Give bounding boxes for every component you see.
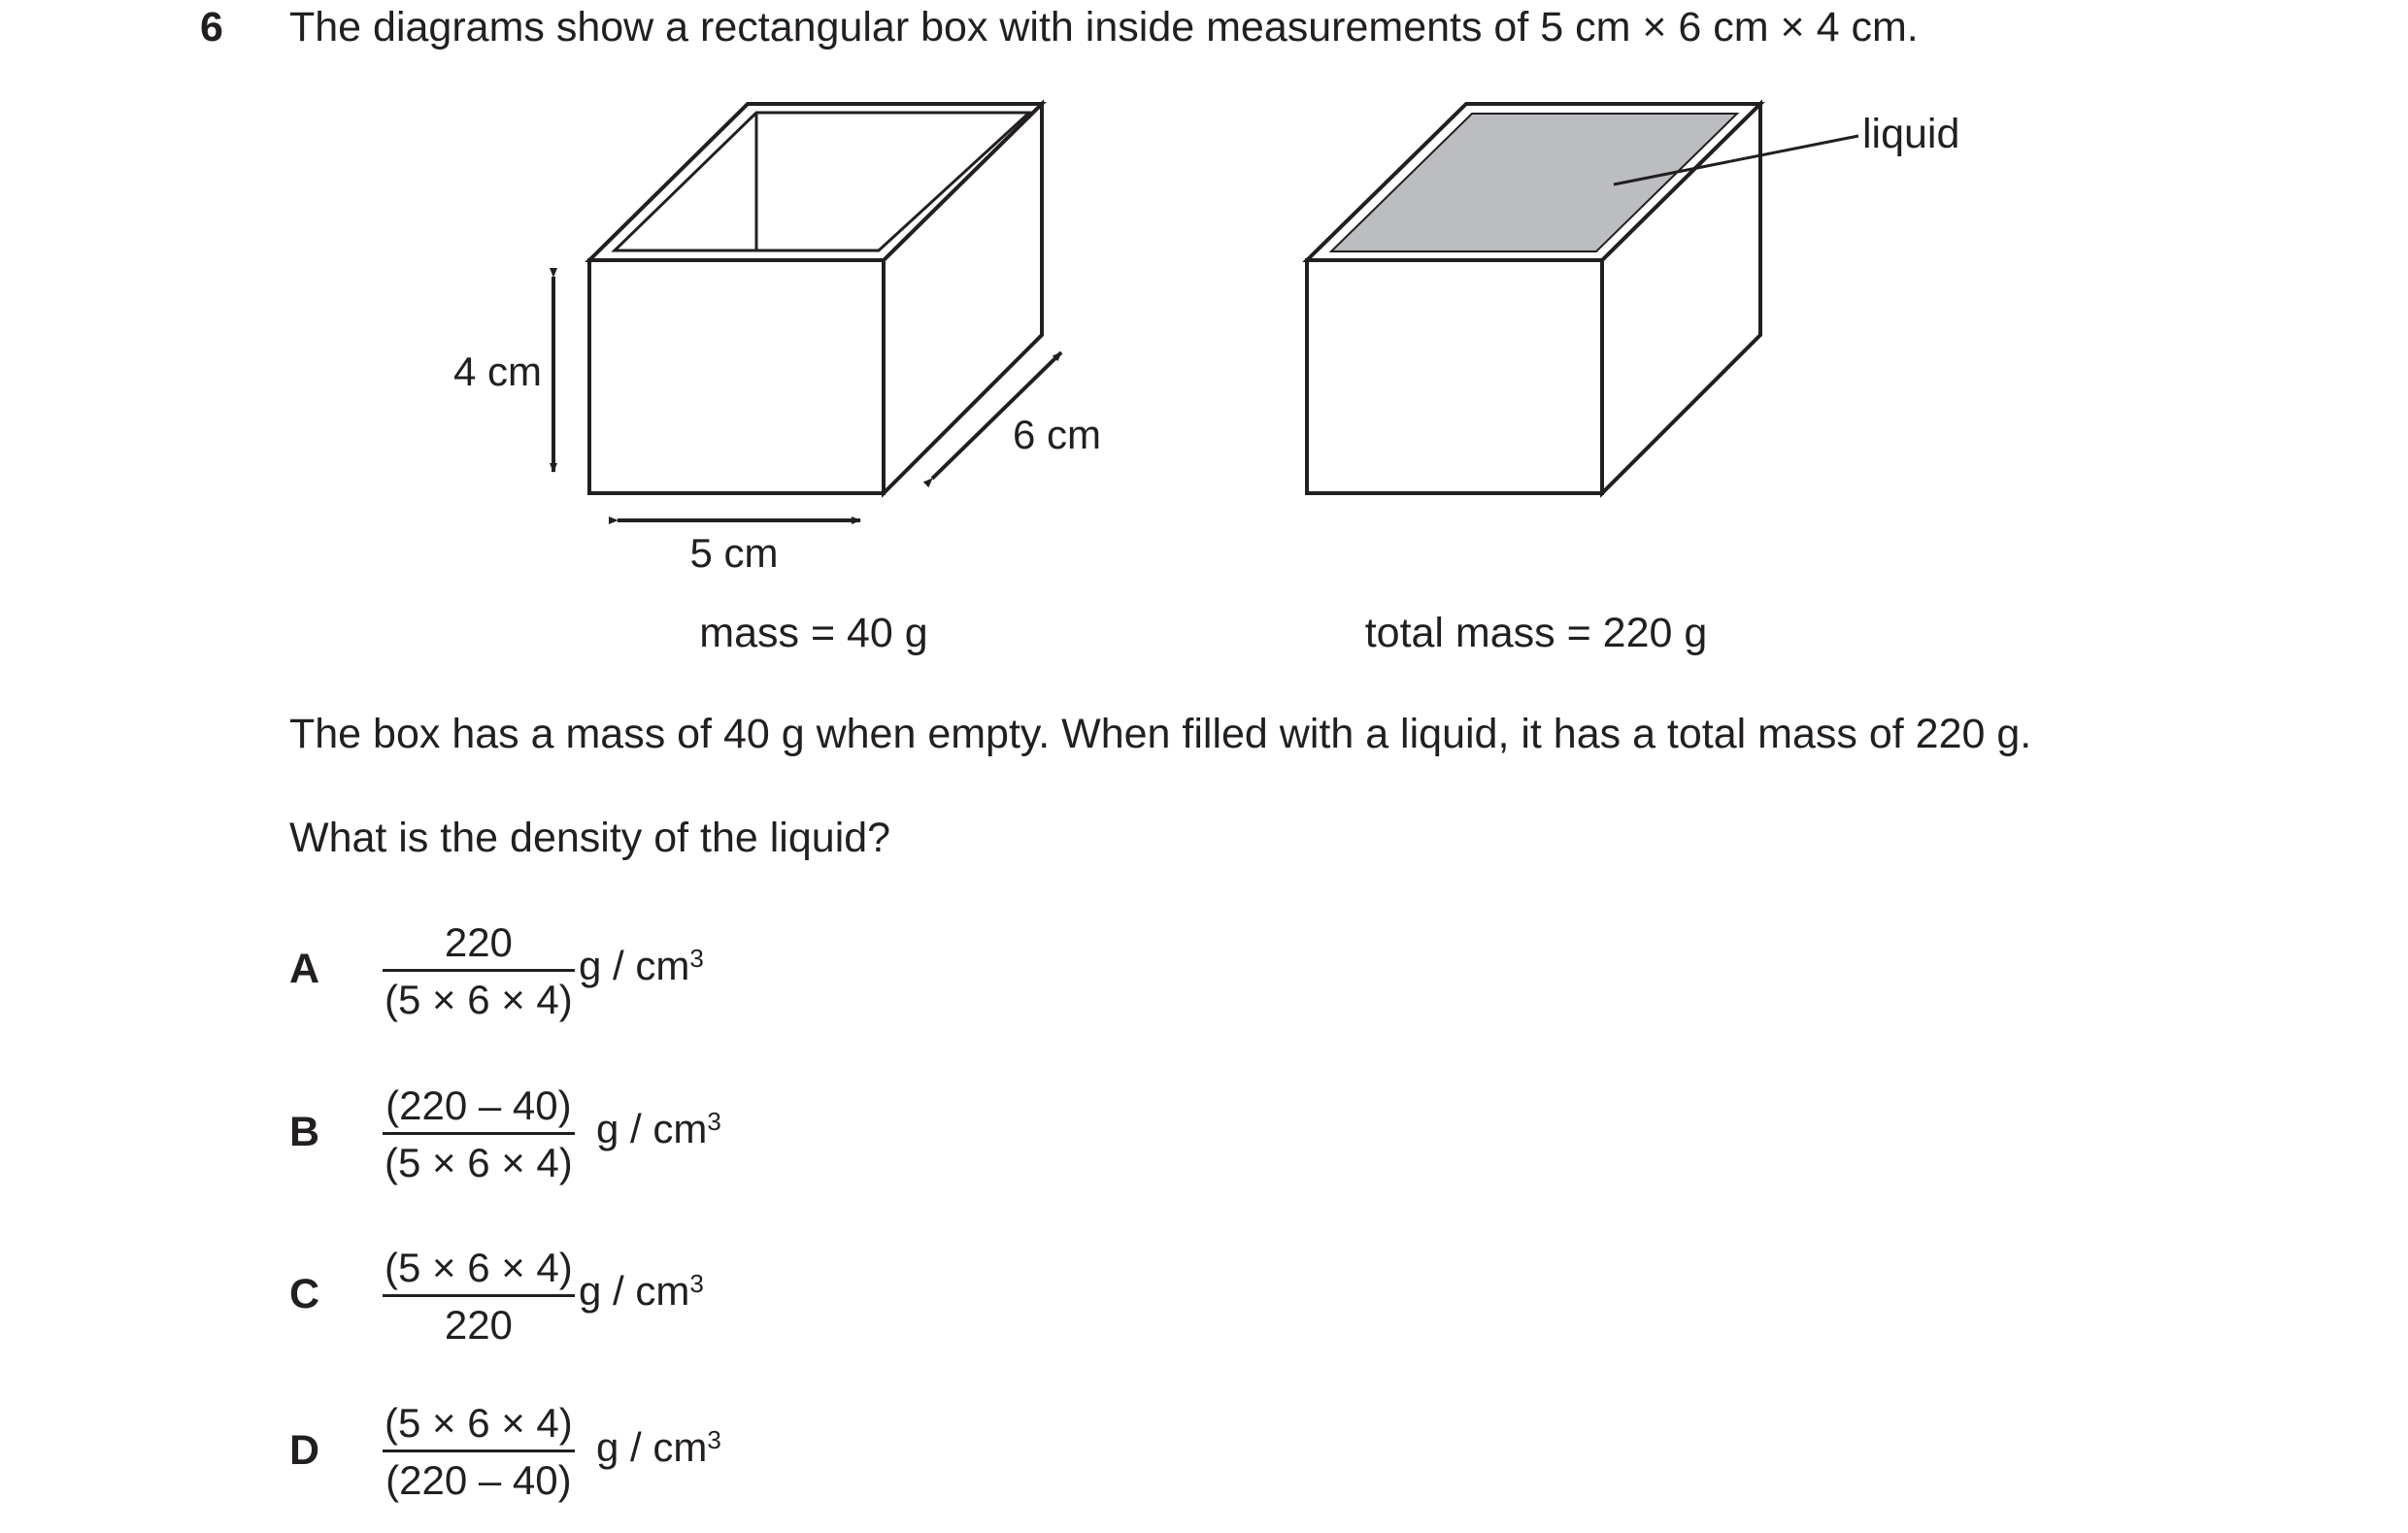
option-c-unit: g / $cm^3$ [579, 1268, 704, 1314]
option-d-numerator: (5 × 6 × 4) [385, 1400, 573, 1446]
fraction-bar [383, 1132, 575, 1135]
option-d-unit: g / $cm^3$ [596, 1424, 721, 1470]
question-number: 6 [200, 4, 223, 50]
option-c-letter[interactable]: C [289, 1271, 320, 1317]
option-b-letter[interactable]: B [289, 1109, 320, 1155]
width-label: 5 cm [689, 530, 779, 576]
option-d-denominator: (220 – 40) [385, 1457, 572, 1503]
question-stem: The diagrams show a rectangular box with inside measurements of 5 cm × 6 cm × 4 cm. [289, 4, 1919, 50]
liquid-label: liquid [1862, 111, 1960, 157]
option-c-fraction [383, 1244, 575, 1350]
option-a-letter[interactable]: A [289, 946, 320, 992]
question-prompt: What is the density of the liquid? [289, 815, 891, 861]
box-diagrams [0, 0, 2408, 680]
option-b-fraction [383, 1082, 575, 1187]
option-a-unit: g / $cm^3$ [579, 943, 704, 988]
option-b-unit: g / $cm^3$ [596, 1106, 721, 1151]
question-paragraph-masses: The box has a mass of 40 g when empty. When filled with a liquid, it has a total mass of 220 g. [289, 711, 2032, 757]
option-b-numerator: (220 – 40) [385, 1083, 572, 1128]
option-c-denominator: 220 [444, 1302, 513, 1348]
option-d-letter[interactable]: D [289, 1427, 320, 1474]
fraction-bar [383, 1450, 575, 1452]
empty-mass-label: mass = 40 g [699, 610, 928, 656]
filled-box-front-face [1307, 260, 1602, 493]
height-label: 4 cm [452, 349, 542, 394]
filled-box-diagram [1307, 104, 1959, 656]
option-a-denominator: (5 × 6 × 4) [385, 977, 573, 1022]
option-a-numerator: 220 [444, 919, 513, 965]
fraction-bar [383, 969, 575, 972]
empty-box-front-face [589, 260, 884, 493]
option-b-denominator: (5 × 6 × 4) [385, 1140, 573, 1185]
option-a-fraction [383, 918, 575, 1024]
full-mass-label: total mass = 220 g [1364, 610, 1708, 656]
option-d-fraction [383, 1399, 575, 1505]
fraction-bar [383, 1294, 575, 1297]
empty-box-diagram [453, 104, 1101, 656]
option-c-numerator: (5 × 6 × 4) [385, 1245, 573, 1290]
depth-label: 6 cm [1013, 412, 1102, 457]
